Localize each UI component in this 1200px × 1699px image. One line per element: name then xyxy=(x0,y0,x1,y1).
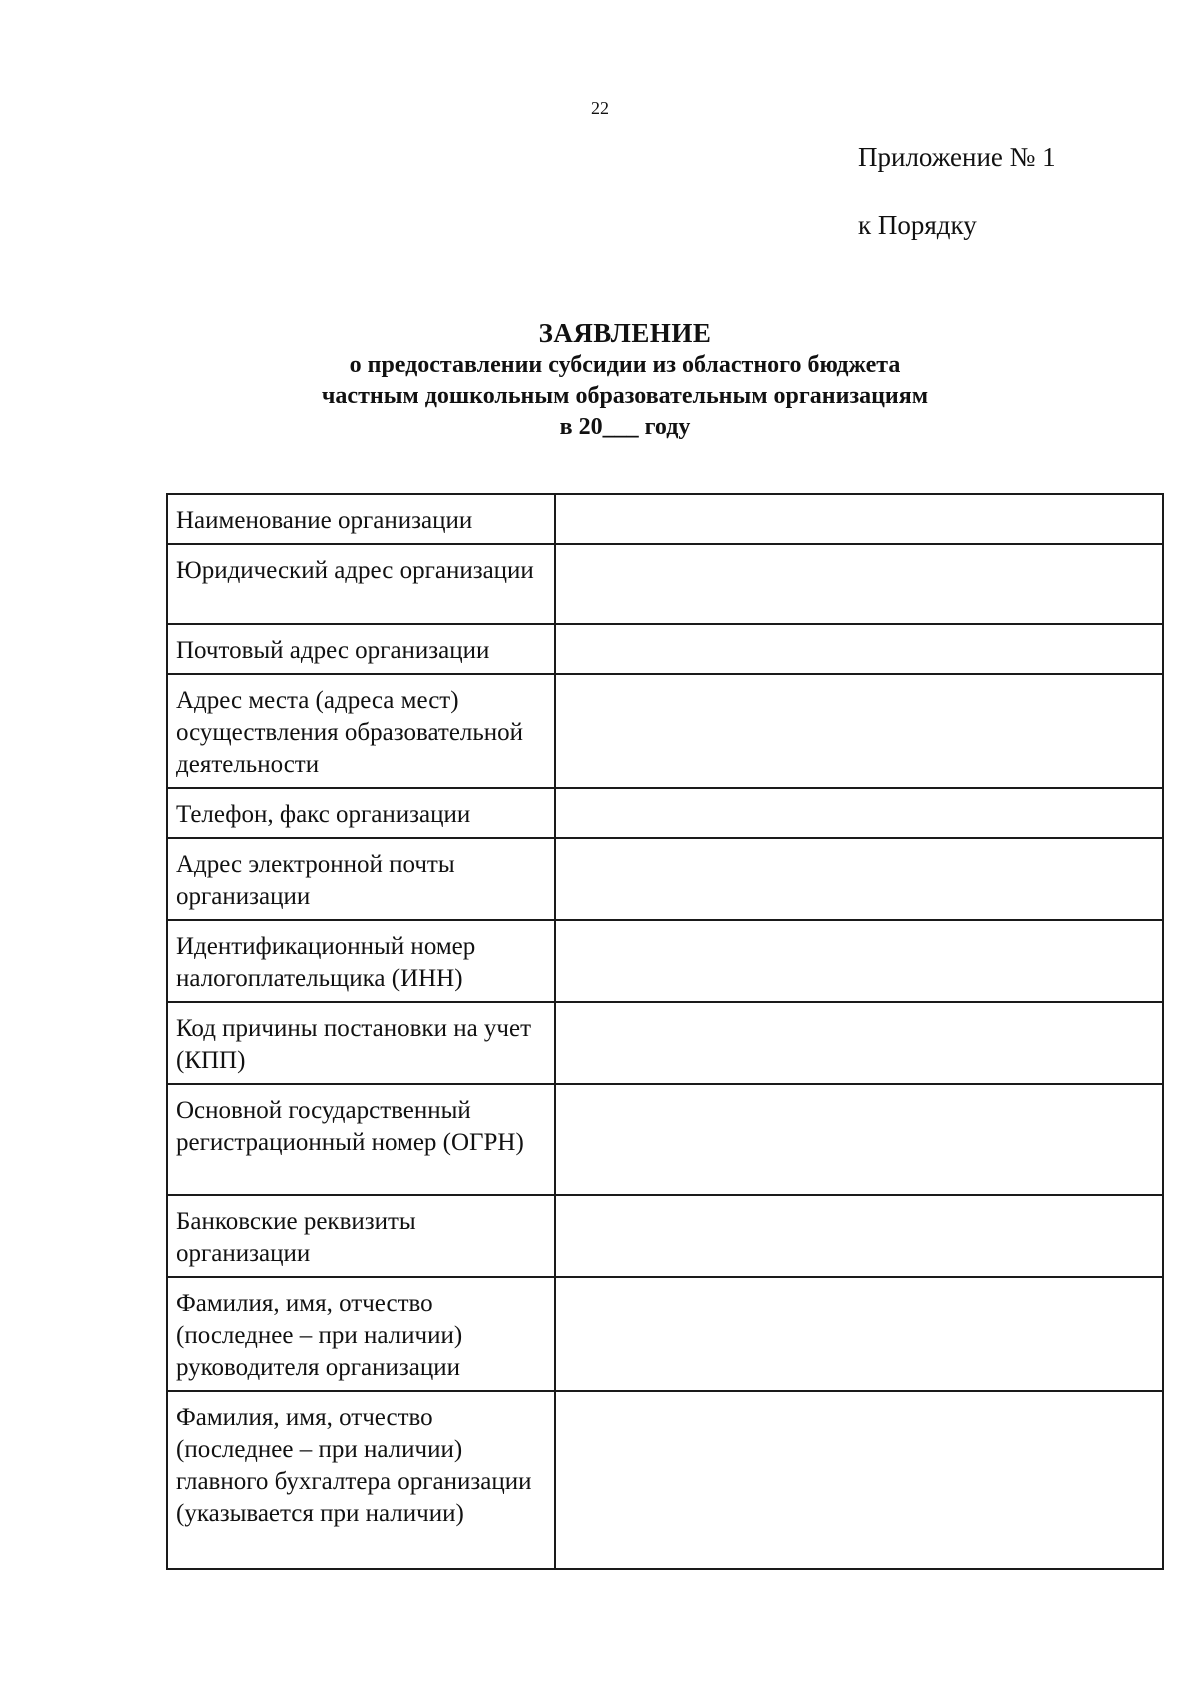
row-label-phone-fax: Телефон, факс организации xyxy=(167,788,555,838)
row-value-postal-address[interactable] xyxy=(555,624,1163,674)
row-value-ogrn[interactable] xyxy=(555,1084,1163,1195)
table-row xyxy=(167,1195,1163,1277)
table-row xyxy=(167,920,1163,1002)
row-label-postal-address: Почтовый адрес организации xyxy=(167,624,555,674)
row-label-kpp: Код причины постановки на учет (КПП) xyxy=(167,1002,555,1084)
page-number: 22 xyxy=(591,98,609,118)
table-row xyxy=(167,1002,1163,1084)
document-subtitle-line-2: частным дошкольным образовательным организациям xyxy=(321,383,929,409)
table-row xyxy=(167,1084,1163,1195)
row-value-inn[interactable] xyxy=(555,920,1163,1002)
table-row xyxy=(167,838,1163,920)
application-form-table xyxy=(166,493,1164,1570)
document-title: ЗАЯВЛЕНИЕ xyxy=(538,318,712,348)
table-row xyxy=(167,624,1163,674)
row-label-org-name: Наименование организации xyxy=(167,494,555,544)
row-value-kpp[interactable] xyxy=(555,1002,1163,1084)
document-subtitle-line-3: в 20___ году xyxy=(559,414,691,440)
row-value-legal-address[interactable] xyxy=(555,544,1163,624)
row-label-ogrn: Основной государственный регистрационный номер (ОГРН) xyxy=(167,1084,555,1195)
table-row xyxy=(167,1391,1163,1569)
document-subtitle-line-1: о предоставлении субсидии из областного бюджета xyxy=(349,352,901,378)
row-value-org-name[interactable] xyxy=(555,494,1163,544)
annex-procedure-reference: к Порядку xyxy=(858,210,977,240)
table-row xyxy=(167,788,1163,838)
row-label-bank-details: Банковские реквизиты организации xyxy=(167,1195,555,1277)
table-row xyxy=(167,1277,1163,1391)
row-value-phone-fax[interactable] xyxy=(555,788,1163,838)
row-value-director-name[interactable] xyxy=(555,1277,1163,1391)
table-row xyxy=(167,544,1163,624)
table-row xyxy=(167,494,1163,544)
row-label-chief-accountant-name: Фамилия, имя, отчество (последнее – при наличии) главного бухгалтера организации (указывается при наличии) xyxy=(167,1391,555,1569)
row-label-education-address: Адрес места (адреса мест) осуществления образовательной деятельности xyxy=(167,674,555,788)
table-row xyxy=(167,674,1163,788)
row-value-bank-details[interactable] xyxy=(555,1195,1163,1277)
document-title-block xyxy=(240,316,1010,443)
row-label-director-name: Фамилия, имя, отчество (последнее – при наличии) руководителя организации xyxy=(167,1277,555,1391)
row-label-inn: Идентификационный номер налогоплательщика (ИНН) xyxy=(167,920,555,1002)
row-value-education-address[interactable] xyxy=(555,674,1163,788)
row-value-email[interactable] xyxy=(555,838,1163,920)
row-label-legal-address: Юридический адрес организации xyxy=(167,544,555,624)
row-value-chief-accountant-name[interactable] xyxy=(555,1391,1163,1569)
annex-reference: Приложение № 1 xyxy=(858,142,1056,172)
row-label-email: Адрес электронной почты организации xyxy=(167,838,555,920)
